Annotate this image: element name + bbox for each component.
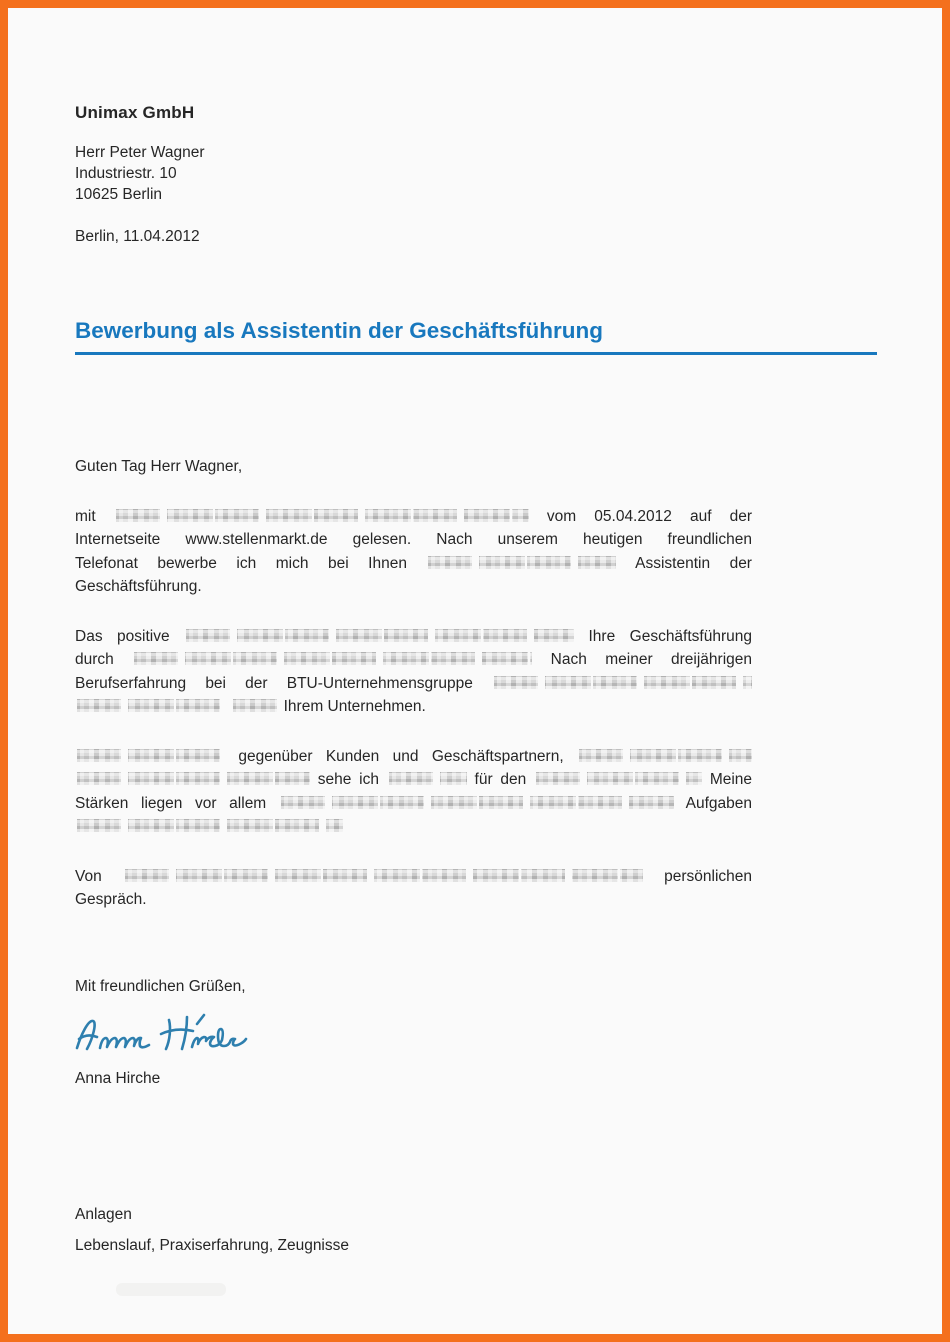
body-text: persönlichen (664, 867, 753, 885)
redacted-text (577, 749, 752, 762)
body-text: Assistentin der (635, 554, 752, 572)
paragraph (75, 625, 752, 719)
faint-watermark (116, 1283, 226, 1296)
subject-line: Bewerbung als Assistentin der Geschäftsführung (75, 318, 877, 355)
body-text: Ihrem Unternehmen. (283, 698, 426, 715)
handwritten-signature (73, 1008, 249, 1062)
body-line (75, 792, 752, 816)
body-line (75, 552, 752, 576)
redacted-text (75, 772, 310, 785)
body-text: Nach meiner dreijährigen (550, 651, 753, 668)
paragraph (75, 865, 752, 912)
letter-content (8, 8, 942, 1255)
salutation: Guten Tag Herr Wagner, (75, 458, 243, 475)
body-text: sehe ich (317, 771, 379, 788)
body-text: Meine (709, 771, 753, 788)
body-text: Internetseite www.stellenmarkt.de gelesen. Nach unserem heutigen freundlichen (75, 531, 752, 548)
body-text: mit (75, 507, 96, 525)
body-paragraphs (75, 505, 752, 912)
body-text: durch (75, 651, 114, 668)
recipient-line: 10625 Berlin (75, 186, 163, 203)
place-and-date: Berlin, 11.04.2012 (75, 228, 200, 245)
redacted-text (231, 699, 279, 712)
body-text: Das positive (75, 627, 170, 645)
body-line (75, 695, 752, 719)
body-line (75, 745, 752, 769)
redacted-text (75, 699, 227, 712)
enclosures-label: Anlagen (75, 1205, 132, 1223)
redacted-text (387, 772, 467, 785)
body-text: gegenüber Kunden und Geschäftspartnern, (238, 747, 564, 765)
body-line (75, 865, 752, 889)
body-text: Aufgaben (685, 794, 753, 812)
body-text: vom 05.04.2012 auf der (546, 507, 752, 525)
body-line (75, 528, 752, 552)
recipient-line: Herr Peter Wagner (75, 144, 205, 161)
recipient-address (75, 142, 942, 205)
redacted-text (132, 652, 532, 665)
body-line (75, 625, 752, 649)
redacted-text (75, 749, 225, 762)
letter-body (75, 455, 752, 912)
enclosures-list: Lebenslauf, Praxiserfahrung, Zeugnisse (75, 1236, 349, 1254)
body-line (75, 672, 752, 696)
body-line (75, 648, 752, 672)
redacted-text (534, 772, 702, 785)
body-line (75, 575, 752, 599)
body-text: Von (75, 867, 102, 885)
body-text: Stärken liegen vor allem (75, 794, 267, 812)
redacted-text (75, 819, 343, 832)
body-text: Telefonat bewerbe ich mich bei Ihnen (75, 554, 407, 572)
closing-phrase: Mit freundlichen Grüßen, (75, 977, 246, 995)
redacted-text (184, 629, 574, 642)
body-line (75, 505, 752, 529)
body-text: Geschäftsführung. (75, 578, 202, 595)
paragraph (75, 745, 752, 839)
body-line (75, 888, 752, 912)
body-text: Ihre Geschäftsführung (588, 627, 752, 645)
sender-name: Unimax GmbH (75, 103, 195, 122)
body-text: Berufserfahrung bei der BTU-Unternehmensgruppe (75, 674, 473, 692)
body-text: für den (474, 771, 527, 788)
body-line (75, 815, 752, 839)
redacted-text (123, 869, 643, 882)
recipient-line: Industriestr. 10 (75, 165, 177, 182)
redacted-text (114, 509, 529, 522)
paragraph (75, 505, 752, 599)
redacted-text (492, 676, 752, 689)
body-line (75, 768, 752, 792)
redacted-text (279, 796, 674, 809)
body-text: Gespräch. (75, 891, 147, 908)
typed-signature-name: Anna Hirche (75, 1069, 161, 1087)
redacted-text (426, 556, 616, 569)
